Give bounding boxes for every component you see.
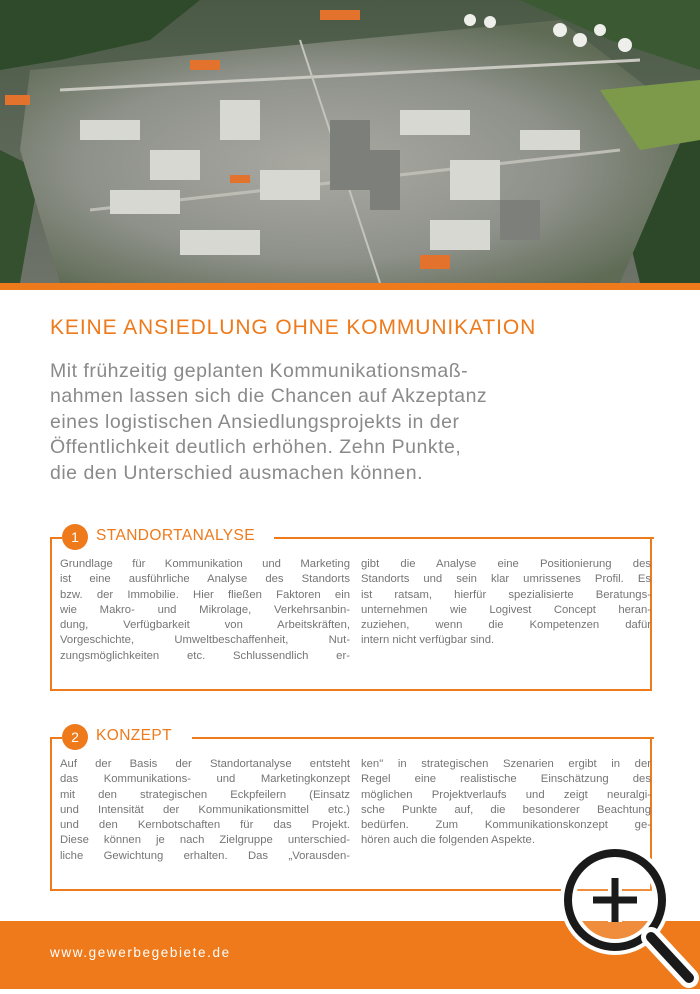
text-line: Auf der Basis der Standortanalyse entsteht bbox=[60, 758, 350, 770]
frame-top-right bbox=[192, 737, 654, 739]
text-line: und den Kernbotschaften für das Projekt. bbox=[60, 819, 350, 832]
intro-line: nahmen lassen sich die Chancen auf Akzeptanz bbox=[50, 385, 488, 408]
text-line: dung, Verfügbarkeit von Arbeitskräften, bbox=[60, 619, 350, 632]
frame-top-left bbox=[50, 537, 62, 539]
text-line: Vorgeschichte, Umweltbeschaffenheit, Nut- bbox=[60, 634, 350, 647]
section-standortanalyse bbox=[50, 527, 652, 691]
section-left-column bbox=[60, 557, 350, 664]
text-line: sche Punkte auf, die besonderer Beachtung bbox=[361, 803, 651, 816]
text-line: Standorts und sein klar umrissenes Profil. Es bbox=[361, 573, 651, 586]
text-line: möglichen Projektverlaufs und zeigt neuralgi- bbox=[361, 788, 651, 801]
text-line: ist eine ausführliche Analyse des Standorts bbox=[60, 573, 350, 586]
hero-aerial-photo bbox=[0, 0, 700, 283]
text-line: das Kommunikations- und Marketingkonzept bbox=[60, 773, 350, 786]
section-right-column bbox=[361, 557, 651, 649]
intro-line: Öffentlichkeit deutlich erhöhen. Zehn Punkte, bbox=[50, 436, 462, 459]
text-line: Regel eine realistische Einschätzung des bbox=[361, 773, 651, 786]
footer-website-link[interactable]: www.gewerbegebiete.de bbox=[50, 945, 231, 960]
section-heading: KONZEPT bbox=[96, 727, 173, 744]
frame-top-left bbox=[50, 737, 62, 739]
text-line: Grundlage für Kommunikation und Marketing bbox=[60, 558, 350, 570]
text-line: wie Makro- und Mikrolage, Verkehrsanbin- bbox=[60, 603, 350, 616]
section-number-badge: 2 bbox=[62, 724, 88, 750]
section-heading: STANDORTANALYSE bbox=[96, 527, 256, 544]
text-line: zungsmöglichkeiten etc. Schlussendlich er- bbox=[60, 649, 350, 662]
text-line: ist ratsam, hierfür spezialisierte Beratungs- bbox=[361, 588, 651, 601]
text-line: liche Gewichtung erhalten. Das „Vorausden- bbox=[60, 849, 350, 862]
section-left-column bbox=[60, 757, 350, 864]
photo-orange-rule bbox=[0, 283, 700, 290]
page-title: KEINE ANSIEDLUNG OHNE KOMMUNIKATION bbox=[50, 316, 537, 339]
text-line: gibt die Analyse eine Positionierung des bbox=[361, 558, 651, 570]
text-line: hören auch die folgenden Aspekte. bbox=[361, 834, 535, 847]
text-line: ken" in strategischen Szenarien ergibt in der bbox=[361, 758, 651, 770]
text-line: unternehmen wie Logivest Concept heran- bbox=[361, 603, 651, 616]
intro-line: die den Unterschied ausmachen können. bbox=[50, 461, 423, 484]
section-right-column bbox=[361, 757, 651, 849]
text-line: Diese können je nach Zielgruppe unterschied- bbox=[60, 834, 350, 847]
section-number-badge: 1 bbox=[62, 524, 88, 550]
intro-paragraph bbox=[50, 359, 610, 486]
zoom-in-icon[interactable] bbox=[553, 838, 700, 989]
intro-line: eines logistischen Ansiedlungsprojekts in der bbox=[50, 410, 460, 433]
text-line: bzw. der Immobilie. Hier fließen Faktoren ein bbox=[60, 588, 350, 601]
text-line: und Intensität der Kommunikationsmittel etc.) bbox=[60, 803, 350, 816]
intro-line: Mit frühzeitig geplanten Kommunikationsmaß- bbox=[50, 360, 469, 382]
text-line: intern nicht verfügbar sind. bbox=[361, 634, 495, 647]
text-line: bedürfen. Zum Kommunikationskonzept ge- bbox=[361, 819, 651, 832]
text-line: zuziehen, wenn die Kompetenzen dafür bbox=[361, 619, 651, 632]
frame-top-right bbox=[274, 537, 654, 539]
text-line: mit den strategischen Eckpfeilern (Einsatz bbox=[60, 788, 350, 801]
